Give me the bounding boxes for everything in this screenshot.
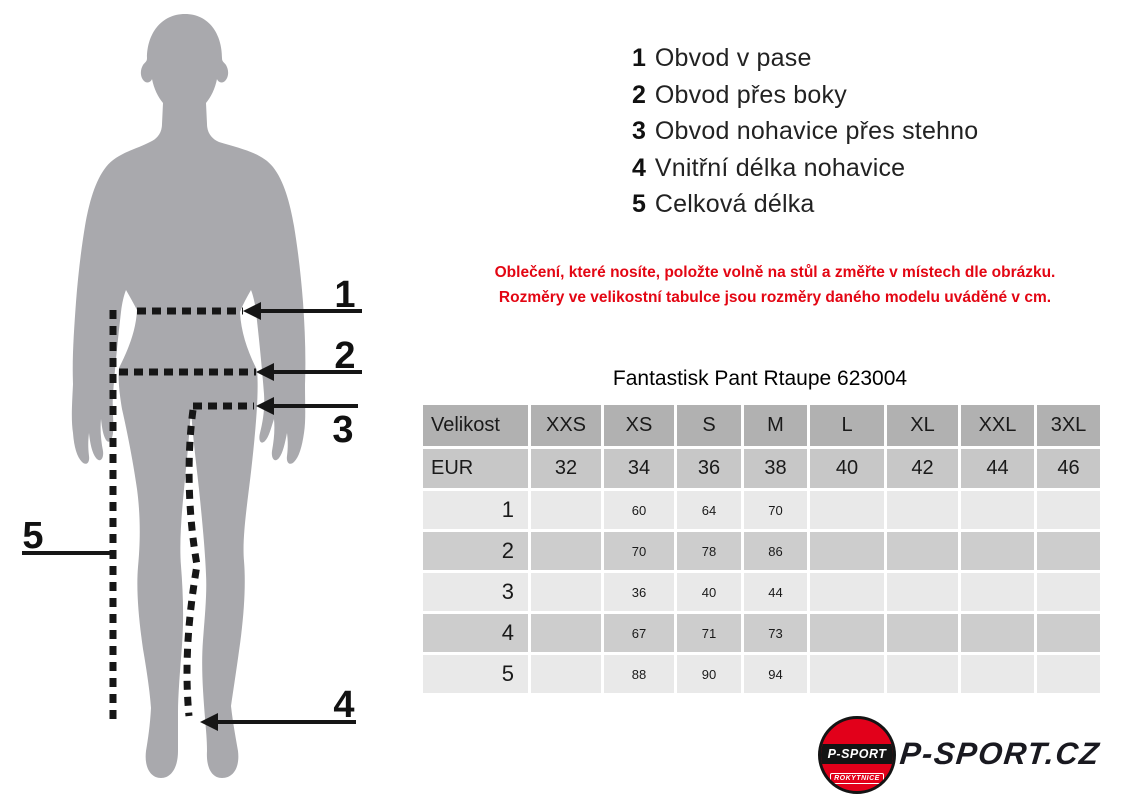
row-label: 2 (422, 531, 530, 572)
row-label: 4 (422, 613, 530, 654)
legend-item-2 (632, 77, 978, 114)
value-cell (886, 572, 960, 613)
eur-cell: 44 (960, 448, 1036, 490)
value-cell: 70 (743, 490, 809, 531)
value-cell (530, 531, 603, 572)
legend-label: Obvod přes boky (654, 80, 847, 109)
legend-label: Vnitřní délka nohavice (654, 153, 906, 182)
measure-row-2 (422, 531, 1102, 572)
value-cell: 71 (676, 613, 743, 654)
legend-number: 5 (632, 190, 646, 219)
value-cell: 86 (743, 531, 809, 572)
row-label: 1 (422, 490, 530, 531)
value-cell (960, 613, 1036, 654)
eur-cell: 42 (886, 448, 960, 490)
note-line-2: Rozměry ve velikostní tabulce jsou rozměry daného modelu uváděné v cm. (498, 288, 1052, 306)
value-cell (960, 490, 1036, 531)
value-cell: 60 (603, 490, 676, 531)
eur-cell: 36 (676, 448, 743, 490)
value-cell (809, 531, 886, 572)
value-cell (809, 613, 886, 654)
measure-row-3 (422, 572, 1102, 613)
eur-cell: 32 (530, 448, 603, 490)
eur-cell: 40 (809, 448, 886, 490)
legend-item-1 (632, 40, 978, 77)
logo-band (818, 744, 896, 764)
value-cell: 36 (603, 572, 676, 613)
psport-wordmark: P-SPORT.CZ (898, 736, 1102, 771)
measure-row-1 (422, 490, 1102, 531)
note-line-1: Oblečení, které nosíte, položte volně na stůl a změřte v místech dle obrázku. (494, 264, 1056, 281)
header-velikost: Velikost (422, 404, 530, 448)
logo-sub (821, 767, 893, 785)
value-cell (1036, 572, 1102, 613)
legend-item-5 (632, 186, 978, 223)
value-cell: 40 (676, 572, 743, 613)
value-cell: 90 (676, 654, 743, 695)
measure-row-5 (422, 654, 1102, 695)
legend-number: 2 (632, 80, 646, 109)
value-cell (1036, 613, 1102, 654)
product-title: Fantastisk Pant Rtaupe 623004 (612, 367, 908, 390)
value-cell (886, 531, 960, 572)
header-m: M (743, 404, 809, 448)
legend-item-4 (632, 150, 978, 187)
measurement-legend (632, 40, 978, 223)
legend-label: Obvod nohavice přes stehno (654, 117, 979, 146)
value-cell: 88 (603, 654, 676, 695)
value-cell (809, 490, 886, 531)
value-cell (886, 654, 960, 695)
value-cell (1036, 490, 1102, 531)
table-header-row (422, 404, 1102, 448)
value-cell (1036, 654, 1102, 695)
legend-label: Celková délka (654, 190, 815, 219)
value-cell: 78 (676, 531, 743, 572)
eur-cell: 46 (1036, 448, 1102, 490)
measure-row-4 (422, 613, 1102, 654)
value-cell (530, 654, 603, 695)
header-3xl: 3XL (1036, 404, 1102, 448)
measure-label-5: 5 (22, 515, 44, 557)
eur-cell: 34 (603, 448, 676, 490)
value-cell: 94 (743, 654, 809, 695)
value-cell (1036, 531, 1102, 572)
waist-arrow-head (243, 302, 261, 320)
eur-label: EUR (422, 448, 530, 490)
measure-label-2: 2 (334, 335, 356, 377)
value-cell (809, 654, 886, 695)
eur-cell: 38 (743, 448, 809, 490)
size-table (420, 402, 1103, 696)
value-cell (960, 572, 1036, 613)
header-s: S (676, 404, 743, 448)
value-cell: 67 (603, 613, 676, 654)
legend-number: 3 (632, 117, 646, 146)
header-xl: XL (886, 404, 960, 448)
value-cell (960, 531, 1036, 572)
value-cell (530, 572, 603, 613)
legend-label: Obvod v pase (654, 44, 812, 72)
header-xxl: XXL (960, 404, 1036, 448)
header-xs: XS (603, 404, 676, 448)
row-label: 5 (422, 654, 530, 695)
body-measurement-diagram (0, 0, 420, 794)
value-cell: 70 (603, 531, 676, 572)
value-cell (886, 490, 960, 531)
header-xxs: XXS (530, 404, 603, 448)
legend-item-3 (632, 113, 978, 150)
legend-number: 4 (632, 153, 646, 182)
row-label: 3 (422, 572, 530, 613)
value-cell (960, 654, 1036, 695)
header-l: L (809, 404, 886, 448)
value-cell: 64 (676, 490, 743, 531)
body-silhouette (72, 14, 306, 778)
value-cell (530, 613, 603, 654)
psport-logo-badge (818, 716, 896, 794)
legend-number: 1 (632, 44, 646, 72)
measure-label-3: 3 (332, 409, 354, 451)
value-cell: 73 (743, 613, 809, 654)
value-cell: 44 (743, 572, 809, 613)
measure-label-4: 4 (333, 684, 355, 726)
logo-badge-text: P-SPORT (827, 747, 887, 761)
value-cell (886, 613, 960, 654)
value-cell (530, 490, 603, 531)
value-cell (809, 572, 886, 613)
logo-badge-subtext: ROKYTNICE (830, 773, 884, 784)
eur-row (422, 448, 1102, 490)
measurement-note (430, 261, 1120, 310)
measure-label-1: 1 (334, 274, 356, 316)
